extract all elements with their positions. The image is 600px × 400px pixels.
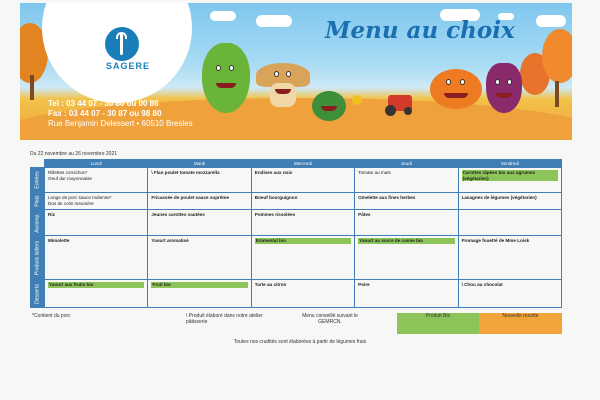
grapes-character [486,63,522,113]
logo-name: SAGERE [106,61,151,71]
header-banner [20,3,572,140]
legend-bio-swatch: Produit Bio [397,313,479,334]
tree-trunk [555,81,559,107]
menu-cell [355,168,458,193]
menu-cell [458,168,561,193]
dish-name: Pâtes [358,212,371,218]
menu-cell [45,280,148,308]
small-fruit-icon [352,95,362,105]
course-label [31,168,45,193]
dish-name: Yaourt aux fruits bio [48,282,144,287]
table-row [31,193,562,210]
menu-cell [251,280,354,308]
dish-name: Longe de porc sauce Indienne* [48,195,112,201]
dish-name: Rillettes cornichon* [48,170,88,176]
course-label-text: Desserts [33,284,40,304]
day-header: Mercredi [251,160,354,168]
course-label [31,193,45,210]
course-label [31,280,45,308]
table-row [31,236,562,280]
address: Rue Benjamin Delessert • 60510 Bresles [48,119,193,128]
menu-cell [458,193,561,210]
dish-name: Lasagnes de légumes (végétarien) [461,195,537,201]
dish-name: Fricassée de poulet sauce suprême [151,195,230,201]
mushroom-stem [270,83,296,107]
menu-cell [355,193,458,210]
logo-icon [105,27,139,61]
day-header: Jeudi [355,160,458,168]
dish-name: Riz [48,212,55,218]
menu-cell [458,280,561,308]
dish-name: Oeuf dur mayonnaise [48,175,92,181]
dish-name: Yaourt au sucre de canne bio [358,238,454,243]
cloud-decoration [210,11,236,21]
dish-name: Tarte au citron [254,282,287,288]
tractor-icon [388,95,412,111]
course-label-text: Accomp. [33,213,40,233]
dish-name: Mimolette [48,238,70,244]
table-row [31,168,562,193]
menu-cell [458,236,561,280]
menu-cell [45,236,148,280]
dish-name: Omelette aux fines herbes [358,195,416,201]
dish-name: Fruit bio [151,282,247,287]
menu-cell [45,210,148,236]
menu-period: Du 22 novembre au 26 novembre 2021 [30,151,118,157]
menu-table [30,159,562,308]
legend-gemrcn: Menu conseillé suivant le GEMRCN. [302,313,358,325]
footer-note: Toutes nos crudités sont élaborées à partir de légumes frais [233,339,367,345]
menu-cell [148,210,251,236]
day-header: Vendredi [458,160,561,168]
menu-cell [45,168,148,193]
legend-atelier: \ Produit élaboré dans notre atelier pâtisserie [186,313,263,325]
dish-name: \ Chou au chocolat [461,282,503,288]
dish-name: Emmental bio [255,238,351,243]
table-corner [31,160,45,168]
fax-number: Fax : 03 44 07 - 30 87 ou 98 80 [48,109,162,118]
autumn-tree-right-2 [542,29,572,83]
menu-cell [148,236,251,280]
day-header: Lundi [45,160,148,168]
menu-cell [251,168,354,193]
menu-cell [148,280,251,308]
table-header-row [31,160,562,168]
menu-cell [355,280,458,308]
day-header: Mardi [148,160,251,168]
table-row [31,280,562,308]
dish-name: Fromage fouetté de Mme Loisk [461,238,530,244]
page-title: Menu au choix [325,17,515,44]
menu-cell [251,193,354,210]
course-label-text: Produits laitiers [33,240,40,275]
cloud-decoration [536,15,566,27]
course-label [31,236,45,280]
menu-cell [251,210,354,236]
dish-name: Pommes rissolées [254,212,296,218]
table-row [31,210,562,236]
phone-number: Tel : 03 44 07 - 30 80 ou 00 86 [48,99,159,108]
legend-porc: *Contient du porc [32,313,71,319]
dish-name: Poire [358,282,370,288]
menu-cell [148,193,251,210]
cloud-decoration [256,15,292,27]
dish-name: Jeunes carottes sautées [151,212,205,218]
dish-name: Endives aux noix [254,170,293,176]
dish-name: Tomate au maïs [358,170,391,176]
tree-trunk [30,75,34,100]
menu-cell [148,168,251,193]
pumpkin-character [430,69,482,109]
menu-cell [251,236,354,280]
dish-name: Dos de colin meunière [48,200,94,206]
course-label [31,210,45,236]
menu-cell [45,193,148,210]
dish-name: \ Flan poulet tomate mozzarella [151,170,220,176]
legend-new-recipe-swatch: Nouvelle recette [479,313,562,334]
dish-name: Boeuf bourguignon [254,195,298,201]
cabbage-character [312,91,346,121]
course-label-text: Plats [33,195,40,207]
menu-cell [355,236,458,280]
menu-cell [458,210,561,236]
pear-character [202,43,250,113]
dish-name: Yaourt aromatisé [151,238,189,244]
menu-cell [355,210,458,236]
dish-name: Carottes râpées bio aux agrumes (végétarien) [462,170,558,181]
course-label-text: Entrées [33,171,40,190]
